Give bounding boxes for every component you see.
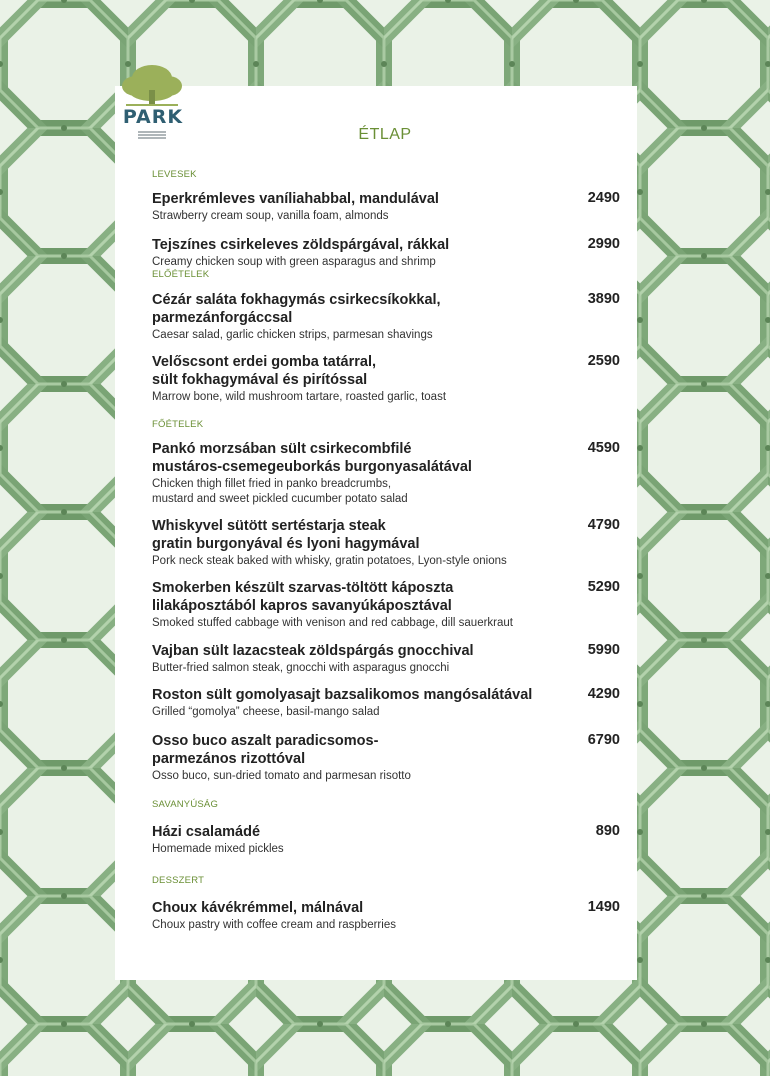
item-price: 2490 [587, 190, 620, 206]
item-description: Choux pastry with coffee cream and raspberries [152, 919, 396, 931]
item-name: Roston sült gomolyasajt bazsalikomos mangósalátával [152, 687, 533, 703]
section-label-desszert: DESSZERT [152, 875, 205, 886]
brand-name: PARK [122, 106, 184, 128]
item-name: Eperkrémleves vaníliahabbal, mandulával [152, 191, 439, 207]
item-description: Grilled “gomolya” cheese, basil-mango salad [152, 706, 380, 718]
menu-item [152, 190, 620, 224]
item-name: Whiskyvel sütött sertéstarja steak gratin burgonyával és lyoni hagymával [152, 518, 420, 552]
menu-item [152, 440, 620, 507]
item-name: Choux kávékrémmel, málnával [152, 900, 364, 916]
item-price: 5290 [587, 579, 620, 595]
menu-item [152, 353, 620, 405]
item-description: Osso buco, sun-dried tomato and parmesan risotto [152, 770, 411, 782]
section-label-eloetelek: ELŐÉTELEK [152, 269, 210, 280]
menu-item [152, 517, 620, 569]
item-price: 6790 [587, 732, 620, 748]
item-price: 4790 [587, 517, 620, 533]
item-name: Vajban sült lazacsteak zöldspárgás gnocchival [152, 643, 474, 659]
menu-item [152, 686, 620, 720]
section-label-levesek: LEVESEK [152, 169, 197, 180]
item-price: 2590 [587, 353, 620, 369]
item-price: 4290 [587, 686, 620, 702]
item-name: Smokerben készült szarvas-töltött káposzta lilakáposztából kapros savanyúkáposztával [152, 580, 454, 614]
item-description: Creamy chicken soup with green asparagus and shrimp [152, 256, 436, 268]
menu-title: ÉTLAP [358, 126, 412, 143]
item-name: Velőscsont erdei gomba tatárral, sült fokhagymával és pirítóssal [152, 354, 377, 388]
item-description: Pork neck steak baked with whisky, gratin potatoes, Lyon-style onions [152, 555, 507, 567]
item-price: 4590 [587, 440, 620, 456]
item-name: Házi csalamádé [152, 824, 261, 840]
item-price: 5990 [587, 642, 620, 658]
item-description: Homemade mixed pickles [152, 843, 284, 855]
item-description: Caesar salad, garlic chicken strips, parmesan shavings [152, 329, 433, 341]
item-name: Pankó morzsában sült csirkecombfilé mustáros-csemegeuborkás burgonyasalátával [152, 441, 472, 475]
menu-item [152, 899, 620, 933]
item-description: Marrow bone, wild mushroom tartare, roasted garlic, toast [152, 391, 447, 403]
item-price: 3890 [587, 291, 620, 307]
item-price: 890 [595, 823, 620, 839]
item-price: 2990 [587, 236, 620, 252]
item-description: Strawberry cream soup, vanilla foam, almonds [152, 210, 389, 222]
section-label-savanyusag: SAVANYÚSÁG [152, 799, 219, 810]
menu-item [152, 642, 620, 676]
menu-item [152, 291, 620, 343]
item-description: Butter-fried salmon steak, gnocchi with asparagus gnocchi [152, 662, 450, 674]
item-name: Tejszínes csirkeleves zöldspárgával, rákkal [152, 237, 450, 253]
menu-item [152, 823, 620, 857]
menu-item [152, 732, 620, 784]
menu-item [152, 579, 620, 631]
menu-item [152, 236, 620, 270]
item-price: 1490 [587, 899, 620, 915]
item-name: Cézár saláta fokhagymás csirkecsíkokkal, parmezánforgáccsal [152, 292, 441, 326]
item-name: Osso buco aszalt paradicsomos- parmezános rizottóval [152, 733, 379, 767]
item-description: Smoked stuffed cabbage with venison and red cabbage, dill sauerkraut [152, 617, 513, 629]
item-description: Chicken thigh fillet fried in panko breadcrumbs, mustard and sweet pickled cucumber potato salad [152, 478, 408, 505]
section-label-foetelek: FŐÉTELEK [152, 419, 204, 430]
